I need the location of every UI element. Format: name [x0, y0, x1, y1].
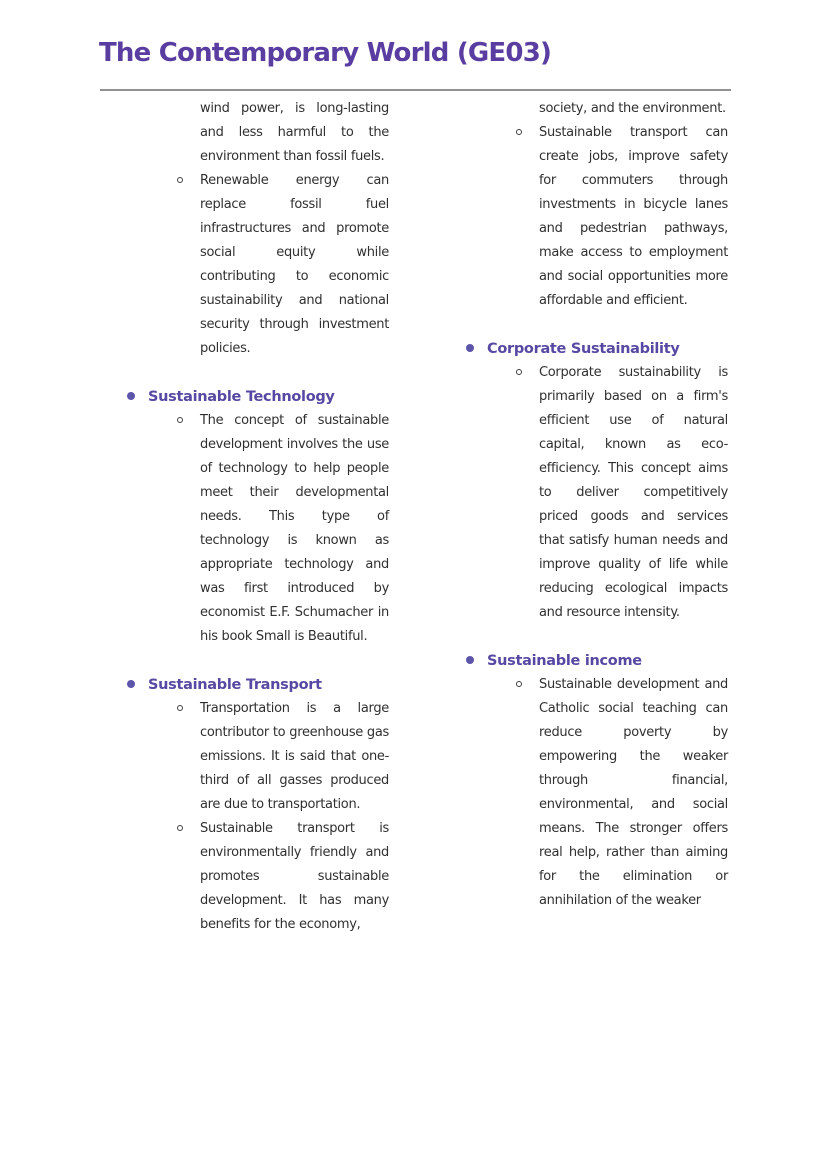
sub-bullet-item	[127, 697, 389, 817]
hollow-circle-bullet-icon	[516, 369, 522, 375]
section-heading-sustainable-technology: Sustainable Technology	[148, 389, 335, 405]
hollow-circle-bullet-icon	[516, 129, 522, 135]
right-column	[466, 97, 728, 913]
sub-bullet-item	[127, 169, 389, 361]
sub-bullet-item	[127, 817, 389, 937]
sub-bullet-text: The concept of sustainable development involves the use of technology to help people meet their developmental needs. This type of technology is known as appropriate technology and was first introduced by economist E.F. Schumacher in his book Small is Beautiful.	[200, 413, 389, 644]
continuation-paragraph: society, and the environment.	[539, 101, 726, 116]
section-heading-item	[466, 649, 728, 673]
left-column	[127, 97, 389, 937]
sub-bullet-item	[466, 361, 728, 625]
sub-bullet-text: Transportation is a large contributor to greenhouse gas emissions. It is said that one-third of all gasses produced are due to transportation.	[200, 701, 389, 812]
hollow-circle-bullet-icon	[516, 681, 522, 687]
section-heading-item	[127, 385, 389, 409]
section-heading-corporate-sustainability: Corporate Sustainability	[487, 341, 680, 357]
page-title: The Contemporary World (GE03)	[99, 38, 552, 68]
section-heading-sustainable-income: Sustainable income	[487, 653, 642, 669]
sub-bullet-text: Sustainable development and Catholic social teaching can reduce poverty by empowering the weaker through financial, environmental, and social means. The stronger offers real help, rather than aiming for the elimination or annihilation of the weaker	[539, 677, 728, 908]
continuation-paragraph: wind power, is long-lasting and less harmful to the environment than fossil fuels.	[200, 101, 389, 164]
sub-bullet-text: Sustainable transport can create jobs, improve safety for commuters through investments in bicycle lanes and pedestrian pathways, make access to employment and social opportunities more affordable and efficient.	[539, 125, 728, 308]
hollow-circle-bullet-icon	[177, 417, 183, 423]
sub-bullet-text: Corporate sustainability is primarily based on a firm's efficient use of natural capital, known as eco-efficiency. This concept aims to deliver competitively priced goods and services that satisfy human needs and improve quality of life while reducing ecological impacts and resource intensity.	[539, 365, 728, 620]
filled-circle-bullet-icon	[466, 344, 474, 352]
hollow-circle-bullet-icon	[177, 825, 183, 831]
sub-bullet-item	[127, 409, 389, 649]
hollow-circle-bullet-icon	[177, 177, 183, 183]
section-heading-sustainable-transport: Sustainable Transport	[148, 677, 322, 693]
sub-bullet-item	[466, 673, 728, 913]
filled-circle-bullet-icon	[127, 680, 135, 688]
sub-bullet-text: Sustainable transport is environmentally friendly and promotes sustainable development. It has many benefits for the economy,	[200, 821, 389, 932]
filled-circle-bullet-icon	[466, 656, 474, 664]
sub-bullet-text: Renewable energy can replace fossil fuel infrastructures and promote social equity while contributing to economic sustainability and national security through investment policies.	[200, 173, 389, 356]
filled-circle-bullet-icon	[127, 392, 135, 400]
section-heading-item	[466, 337, 728, 361]
title-divider	[100, 89, 731, 91]
sub-bullet-item	[466, 121, 728, 313]
section-heading-item	[127, 673, 389, 697]
hollow-circle-bullet-icon	[177, 705, 183, 711]
